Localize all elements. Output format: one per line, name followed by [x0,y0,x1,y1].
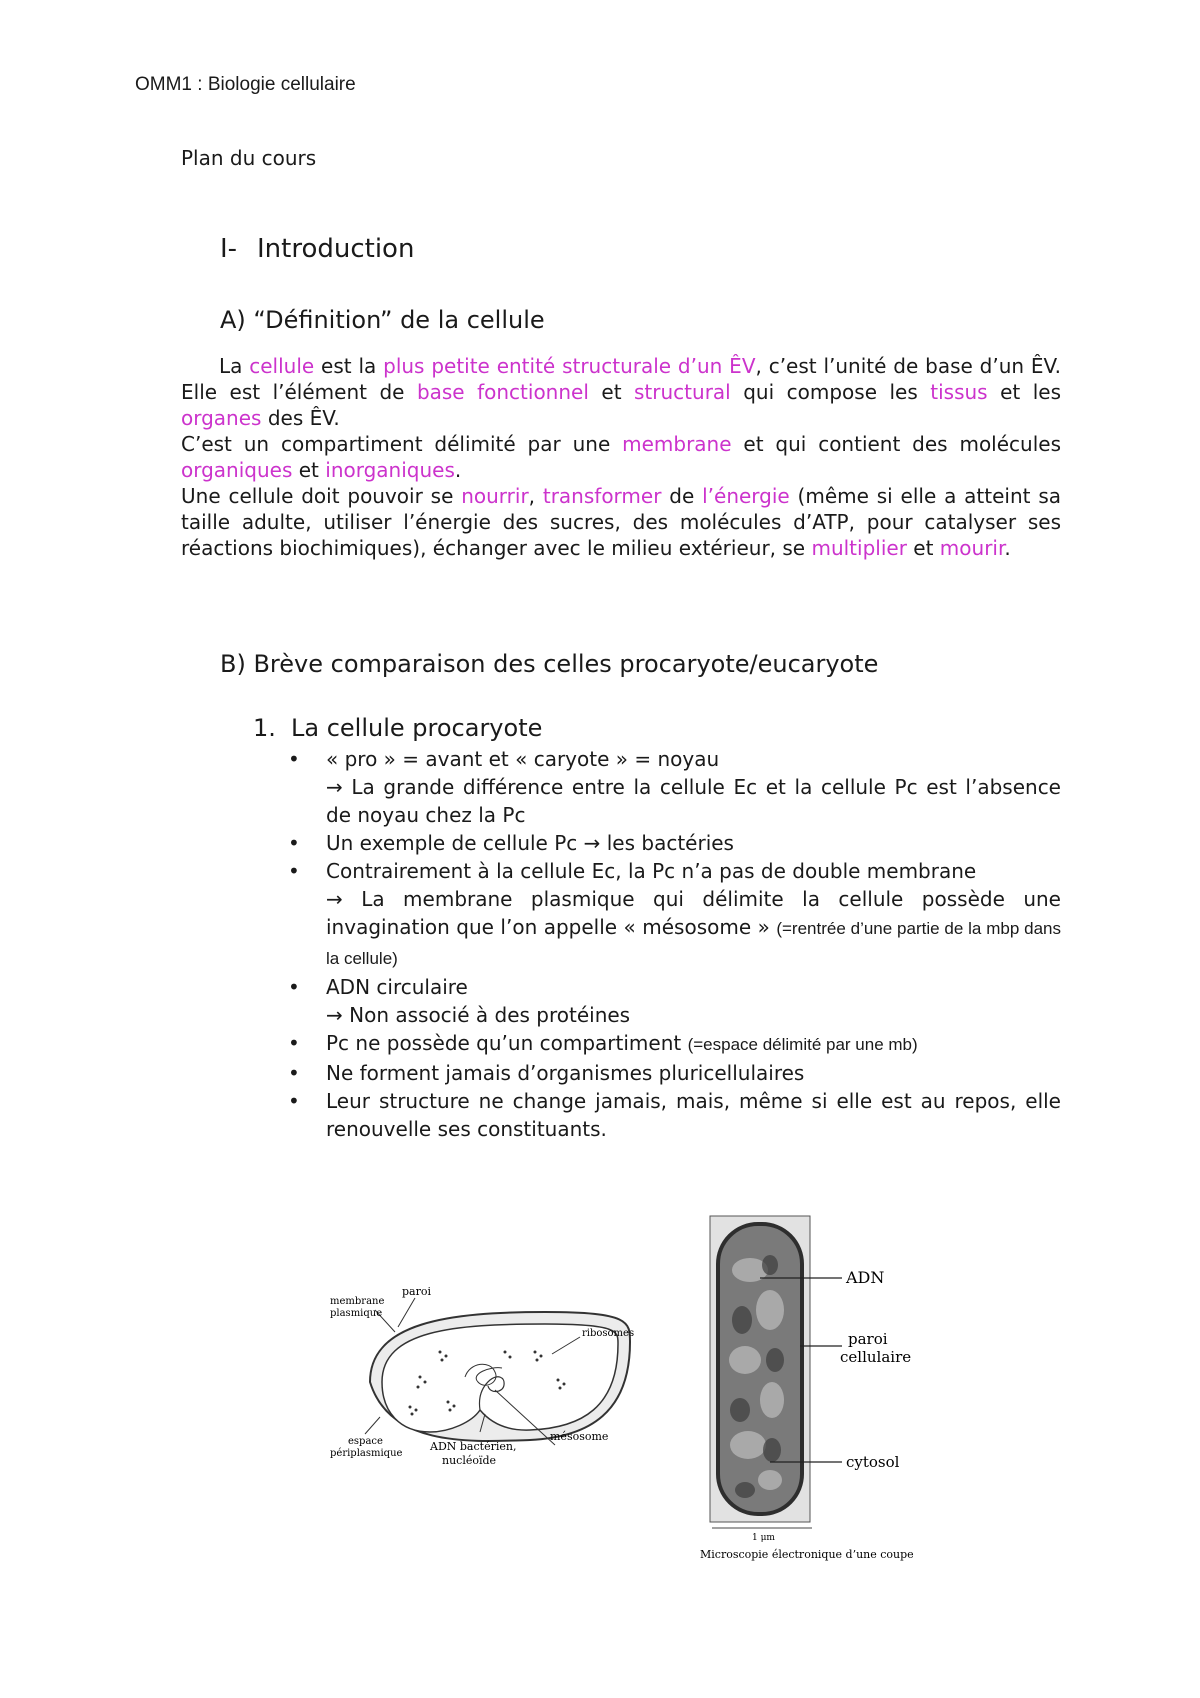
text-run: La [219,354,250,378]
page-header: OMM1 : Biologie cellulaire [135,74,356,95]
text-run: (même si elle a atteint sa taille adulte, utiliser l’énergie des sucres, des molécules d’ATP, pour catalyser ses réactions biochimiques), échanger avec le milieu extérieur, se [181,484,1061,560]
paragraph-2 [181,431,1061,483]
bullet-icon: • [288,859,300,883]
bullet-icon: • [288,1089,300,1113]
list-item [288,1059,1061,1087]
text-run: et qui contient des molécules [731,432,1061,456]
paragraph-3 [181,483,1061,561]
pointer-line [365,1417,380,1434]
bullet-icon: • [288,1061,300,1085]
list-item-text: ADN circulaire [326,975,468,999]
list-item-note: (=espace délimité par une mb) [687,1035,918,1054]
list-number: 1. [253,714,276,742]
highlight-term: structural [634,380,731,404]
highlight-term: transformer [542,484,662,508]
bullet-icon: • [288,975,300,999]
list-item [288,829,1061,857]
text-run: et [906,536,940,560]
highlight-term: membrane [622,432,732,456]
definition-paragraphs [181,353,1061,561]
label-membrane: membrane [330,1296,385,1307]
list-item-text: Leur structure ne change jamais, mais, même si elle est au repos, elle renouvelle ses constituants. [326,1089,1061,1141]
highlight-term: plus petite entité structurale d’un ÊV [383,354,756,378]
sub-subsection-title: La cellule procaryote [291,714,543,742]
figure-caption: Microscopie électronique d’une coupe [700,1548,914,1561]
section-title: Introduction [257,234,415,264]
label-periplasmique: périplasmique [330,1448,403,1459]
text-run: est la [314,354,384,378]
subsection-heading-definition: A) “Définition” de la cellule [220,306,545,334]
highlight-term: mourir [939,536,1005,560]
text-run: . [1004,536,1011,560]
list-item-text: Pc ne possède qu’un compartiment [326,1031,688,1055]
list-item-note: (=rentrée d’une partie de la mbp dans la cellule) [326,919,1061,968]
label-paroi: paroi [402,1285,431,1298]
list-item [288,973,1061,1029]
text-run: et [588,380,635,404]
plan-label: Plan du cours [181,146,317,170]
plasma-membrane-outline [382,1324,618,1432]
label-adn: ADN [846,1268,885,1287]
bullet-icon: • [288,1031,300,1055]
bacterium-schematic-figure [330,1282,710,1472]
highlight-term: inorganiques [325,458,455,482]
label-cytosol: cytosol [846,1453,900,1471]
section-heading-introduction [220,234,414,264]
highlight-term: base fonctionnel [416,380,589,404]
list-item [288,857,1061,973]
text-run: C’est un compartiment délimité par une [181,432,623,456]
label-cellulaire: cellulaire [840,1348,912,1366]
text-run: qui compose les [730,380,931,404]
paragraph-1 [181,353,1061,431]
list-item-text: Un exemple de cellule Pc → les bactéries [326,831,734,855]
highlight-term: organiques [181,458,293,482]
subsection-heading-comparison: B) Brève comparaison des celles procaryote/eucaryote [220,650,879,678]
pointer-line [398,1298,415,1327]
highlight-term: cellule [249,354,315,378]
text-run: et les [987,380,1061,404]
text-run: , [528,484,543,508]
text-run: , c’est l’unité de base d’un ÊV. Elle est l’élément de [181,354,1061,404]
bacterium-micrograph-figure [700,1210,950,1570]
bullet-icon: • [288,747,300,771]
text-run: Une cellule doit pouvoir se [181,484,462,508]
list-item [288,1029,1061,1059]
text-run: des ÊV. [261,406,340,430]
sub-subsection-heading-procaryote [253,714,542,742]
list-item-text: Contrairement à la cellule Ec, la Pc n’a pas de double membrane [326,859,977,883]
bullet-icon: • [288,831,300,855]
label-plasmique: plasmique [330,1308,383,1319]
list-item [288,1087,1061,1143]
label-ribosomes: ribosomes [582,1328,635,1339]
list-item-text: Ne forment jamais d’organismes pluricellulaires [326,1061,805,1085]
list-item-text: « pro » = avant et « caryote » = noyau [326,747,720,771]
label-paroi: paroi [848,1330,888,1348]
highlight-term: nourrir [461,484,529,508]
highlight-term: tissus [930,380,988,404]
text-run: de [661,484,703,508]
list-item [288,745,1061,829]
section-number: I- [220,234,238,264]
label-adn-bacterien: ADN bactérien, [430,1440,517,1453]
text-run: et [292,458,326,482]
list-item-subtext: → La membrane plasmique qui délimite la cellule possède une invagination que l’on appelle « mésosome » [326,887,1061,939]
highlight-term: l’énergie [702,484,790,508]
text-run: . [454,458,462,482]
label-nucleoide: nucléoïde [442,1454,497,1467]
label-scale: 1 μm [752,1533,775,1543]
list-item-subtext: → La grande différence entre la cellule Ec et la cellule Pc est l’absence de noyau chez la Pc [326,775,1061,827]
procaryote-bullet-list [288,745,1061,1143]
highlight-term: multiplier [811,536,907,560]
highlight-term: organes [181,406,262,430]
label-espace: espace [348,1436,383,1447]
label-mesosome: mésosome [550,1430,609,1443]
list-item-subtext: → Non associé à des protéines [326,1003,631,1027]
